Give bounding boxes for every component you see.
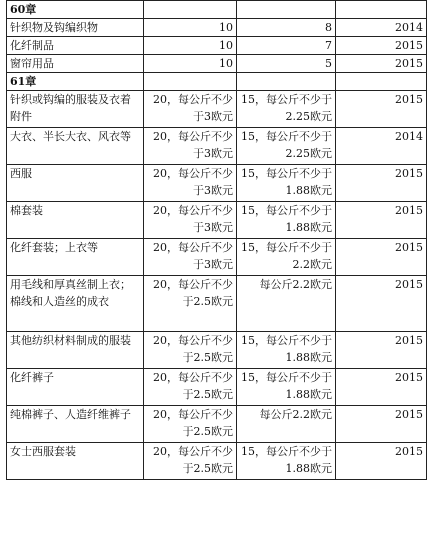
rate-new-cell: 15，每公斤不少于1.88欧元 xyxy=(237,443,336,480)
rate-new-cell: 15，每公斤不少于1.88欧元 xyxy=(237,165,336,202)
table-row xyxy=(7,19,427,37)
table-row xyxy=(7,443,427,480)
rate-current-cell: 20，每公斤不少于3欧元 xyxy=(144,239,237,276)
year-cell: 2015 xyxy=(336,276,427,332)
rate-new-cell: 8 xyxy=(237,19,336,37)
rate-new-cell: 15，每公斤不少于2.2欧元 xyxy=(237,239,336,276)
year-cell: 2015 xyxy=(336,55,427,73)
product-cell: 大衣、半长大衣、风衣等 xyxy=(7,128,144,165)
product-cell: 化纤制品 xyxy=(7,37,144,55)
product-cell: 化纤裤子 xyxy=(7,369,144,406)
rate-new-cell: 5 xyxy=(237,55,336,73)
table-row xyxy=(7,1,427,19)
table-row xyxy=(7,91,427,128)
table-row xyxy=(7,406,427,443)
rate-current-cell: 20，每公斤不少于3欧元 xyxy=(144,91,237,128)
rate-new-cell: 15，每公斤不少于1.88欧元 xyxy=(237,202,336,239)
rate-new-cell: 15，每公斤不少于2.25欧元 xyxy=(237,128,336,165)
section-heading: 61章 xyxy=(7,73,144,91)
table-row xyxy=(7,332,427,369)
year-cell: 2015 xyxy=(336,406,427,443)
rate-current-cell: 20，每公斤不少于3欧元 xyxy=(144,128,237,165)
rate-current-cell: 20，每公斤不少于2.5欧元 xyxy=(144,276,237,332)
product-cell: 用毛线和厚真丝制上衣；棉线和人造丝的成衣 xyxy=(7,276,144,332)
year-cell: 2015 xyxy=(336,202,427,239)
product-cell: 化纤套装；上衣等 xyxy=(7,239,144,276)
tariff-table xyxy=(6,0,427,480)
product-cell: 女士西服套装 xyxy=(7,443,144,480)
empty-cell xyxy=(144,1,237,19)
product-cell: 棉套装 xyxy=(7,202,144,239)
year-cell: 2015 xyxy=(336,165,427,202)
rate-current-cell: 20，每公斤不少于2.5欧元 xyxy=(144,406,237,443)
empty-cell xyxy=(237,1,336,19)
table-row xyxy=(7,37,427,55)
year-cell: 2015 xyxy=(336,369,427,406)
year-cell: 2015 xyxy=(336,91,427,128)
empty-cell xyxy=(336,73,427,91)
year-cell: 2015 xyxy=(336,239,427,276)
product-cell: 西服 xyxy=(7,165,144,202)
rate-current-cell: 20，每公斤不少于2.5欧元 xyxy=(144,443,237,480)
rate-current-cell: 20，每公斤不少于2.5欧元 xyxy=(144,369,237,406)
rate-new-cell: 7 xyxy=(237,37,336,55)
product-cell: 针织或钩编的服装及衣着附件 xyxy=(7,91,144,128)
table-row xyxy=(7,73,427,91)
empty-cell xyxy=(336,1,427,19)
rate-current-cell: 20，每公斤不少于3欧元 xyxy=(144,165,237,202)
table-row xyxy=(7,165,427,202)
year-cell: 2015 xyxy=(336,37,427,55)
table-row xyxy=(7,239,427,276)
year-cell: 2014 xyxy=(336,19,427,37)
empty-cell xyxy=(237,73,336,91)
table-row xyxy=(7,55,427,73)
rate-current-cell: 10 xyxy=(144,37,237,55)
empty-cell xyxy=(144,73,237,91)
table-row xyxy=(7,202,427,239)
rate-new-cell: 15，每公斤不少于1.88欧元 xyxy=(237,369,336,406)
section-heading: 60章 xyxy=(7,1,144,19)
rate-current-cell: 10 xyxy=(144,19,237,37)
product-cell: 其他纺织材料制成的服装 xyxy=(7,332,144,369)
rate-current-cell: 20，每公斤不少于3欧元 xyxy=(144,202,237,239)
rate-new-cell: 15，每公斤不少于1.88欧元 xyxy=(237,332,336,369)
product-cell: 纯棉裤子、人造纤维裤子 xyxy=(7,406,144,443)
product-cell: 针织物及钩编织物 xyxy=(7,19,144,37)
rate-new-cell: 每公斤2.2欧元 xyxy=(237,276,336,332)
year-cell: 2014 xyxy=(336,128,427,165)
rate-new-cell: 每公斤2.2欧元 xyxy=(237,406,336,443)
table-row xyxy=(7,369,427,406)
product-cell: 窗帘用品 xyxy=(7,55,144,73)
year-cell: 2015 xyxy=(336,443,427,480)
table-row xyxy=(7,128,427,165)
rate-new-cell: 15，每公斤不少于2.25欧元 xyxy=(237,91,336,128)
rate-current-cell: 20，每公斤不少于2.5欧元 xyxy=(144,332,237,369)
rate-current-cell: 10 xyxy=(144,55,237,73)
year-cell: 2015 xyxy=(336,332,427,369)
table-row xyxy=(7,276,427,332)
